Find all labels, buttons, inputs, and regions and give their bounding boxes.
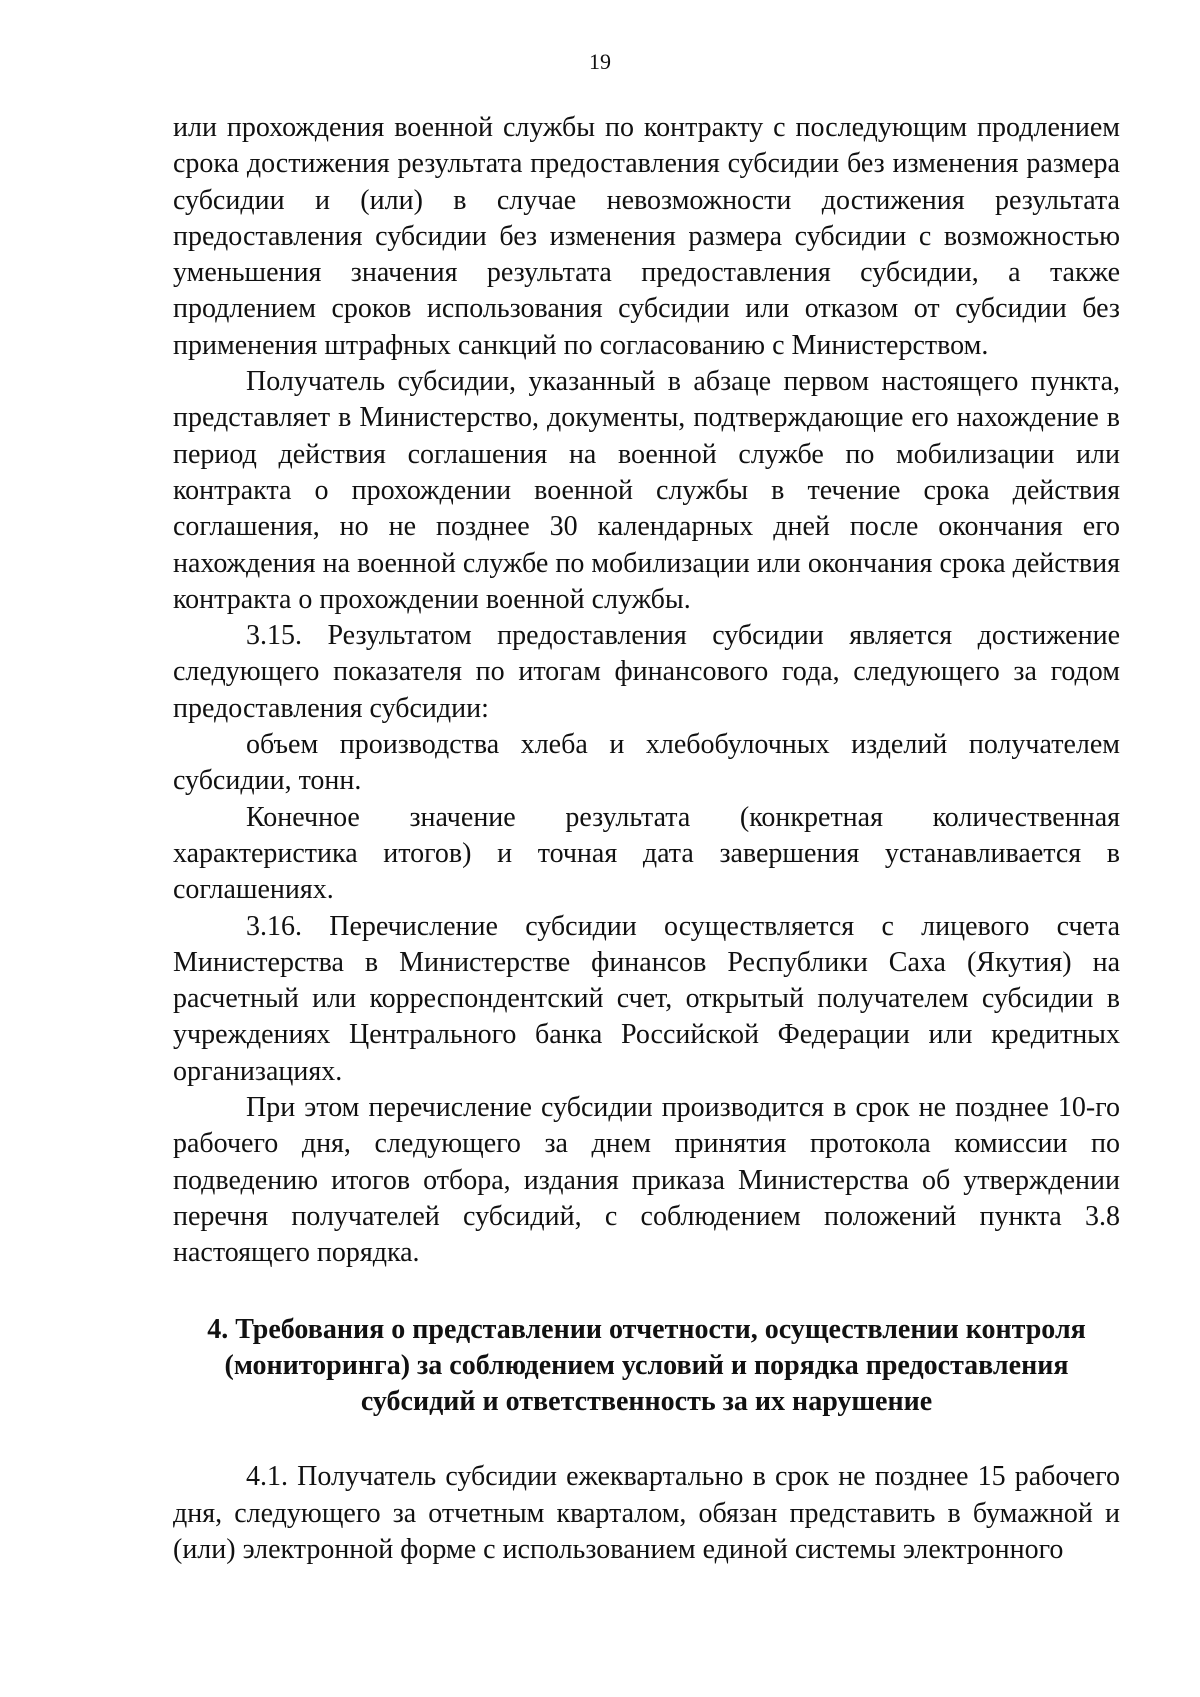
page-number: 19 — [589, 49, 611, 74]
section-heading-line: 4. Требования о представлении отчетности, осуществлении контроля — [207, 1313, 1086, 1345]
paragraph-final-value: Конечное значение результата (конкретная количественная характеристика итогов) и точная дата завершения устанавливается в соглашениях. — [173, 801, 1120, 906]
section-heading-line: (мониторинга) за соблюдением условий и порядка предоставления — [224, 1349, 1069, 1381]
paragraph-transfer-term: При этом перечисление субсидии производится в срок не позднее 10-го рабочего дня, следующего за днем принятия протокола комиссии по подведению итогов отбора, издания приказа Министерства об утверждении перечня получателей субсидий, с соблюдением положений пункта 3.8 настоящего порядка. — [173, 1092, 1120, 1269]
paragraph-recipient-documents: Получатель субсидии, указанный в абзаце первом настоящего пункта, представляет в Министерство, документы, подтверждающие его нахождение в период действия соглашения на военной службе по мобилизации или контракта о прохождении военной службы в течение срока действия соглашения, но не позднее 30 календарных дней после окончания его нахождения на военной службе по мобилизации или окончания срока действия контракта о прохождении военной службы. — [173, 366, 1120, 615]
section-heading-line: субсидий и ответственность за их нарушение — [360, 1386, 933, 1418]
section-4-heading — [173, 1312, 1120, 1421]
paragraph-4-1: 4.1. Получатель субсидии ежеквартально в срок не позднее 15 рабочего дня, следующего за отчетным кварталом, обязан представить в бумажной и (или) электронной форме с использованием единой системы электронного — [173, 1461, 1120, 1565]
paragraph-3-15: 3.15. Результатом предоставления субсидии является достижение следующего показателя по итогам финансового года, следующего за годом предоставления субсидии: — [173, 620, 1120, 724]
paragraph-indicator: объем производства хлеба и хлебобулочных изделий получателем субсидии, тонн. — [173, 729, 1120, 797]
document-body — [173, 110, 1120, 1568]
paragraph-continuation: или прохождения военной службы по контракту с последующим продлением срока достижения результата предоставления субсидии без изменения размера субсидии и (или) в случае невозможности достижения результата предоставления субсидии без изменения размера субсидии с возможностью уменьшения значения результата предоставления субсидии, а также продлением сроков использования субсидии или отказом от субсидии без применения штрафных санкций по согласованию с Министерством. — [173, 112, 1120, 361]
paragraph-3-16: 3.16. Перечисление субсидии осуществляется с лицевого счета Министерства в Министерстве финансов Республики Саха (Якутия) на расчетный или корреспондентский счет, открытый получателем субсидии в учреждениях Центрального банка Российской Федерации или кредитных организациях. — [173, 910, 1120, 1087]
